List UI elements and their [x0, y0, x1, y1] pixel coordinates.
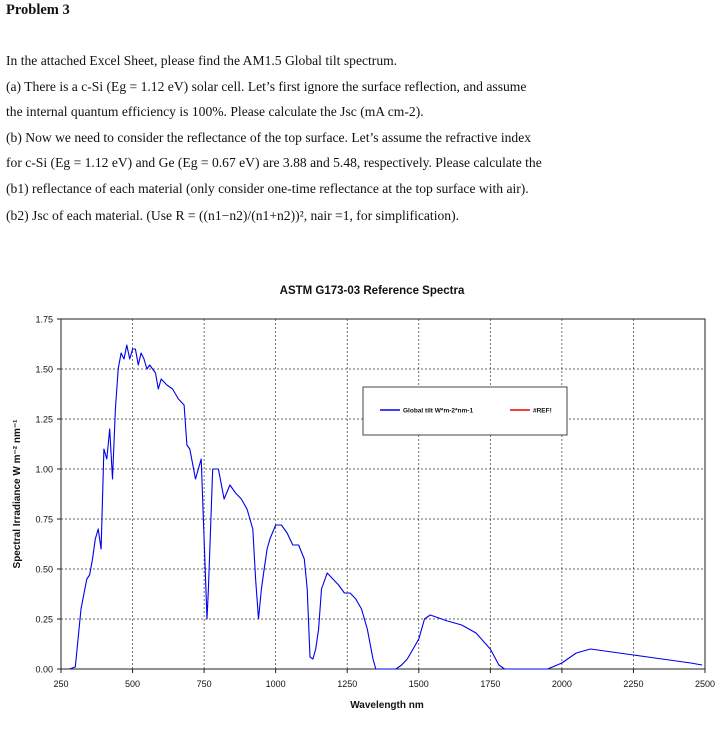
y-tick-label: 1.75 — [35, 314, 53, 325]
chart-legend — [363, 387, 567, 435]
x-tick-label: 2500 — [694, 679, 716, 689]
legend-label: #REF! — [533, 407, 552, 415]
x-tick-label: 1500 — [408, 679, 429, 689]
y-tick-label: 0.25 — [35, 614, 53, 625]
x-tick-label: 250 — [53, 679, 69, 689]
problem-line-2: (a) There is a c-Si (Eg = 1.12 eV) solar cell. Let’s first ignore the surface reflection, and assume — [6, 79, 527, 94]
spectrum-chart — [0, 262, 728, 732]
problem-line-4: (b) Now we need to consider the reflectance of the top surface. Let’s assume the refractive index — [6, 130, 532, 145]
y-tick-label: 1.25 — [35, 414, 53, 425]
y-tick-label: 0.50 — [35, 564, 53, 575]
y-tick-label: 0.00 — [35, 664, 53, 675]
x-tick-label: 2250 — [623, 679, 644, 689]
plot-area-frame — [61, 319, 705, 669]
problem-title: Problem 3 — [6, 2, 70, 18]
problem-line-5: for c-Si (Eg = 1.12 eV) and Ge (Eg = 0.67 eV) are 3.88 and 5.48, respectively. Please calculate the — [6, 155, 542, 170]
y-tick-label: 1.00 — [35, 464, 53, 475]
y-tick-label: 1.50 — [35, 364, 53, 375]
x-tick-label: 2000 — [551, 679, 572, 689]
chart-title: ASTM G173-03 Reference Spectra — [279, 285, 465, 297]
legend-label: Global tilt W*m-2*nm-1 — [403, 407, 474, 415]
x-tick-label: 1250 — [337, 679, 358, 689]
x-axis-ticks — [53, 669, 715, 689]
y-axis-ticks — [35, 315, 61, 675]
x-tick-label: 1750 — [480, 679, 501, 689]
y-tick-label: 0.75 — [35, 514, 53, 525]
problem-line-7: (b2) Jsc of each material. (Use R = ((n1−n2)/(n1+n2))², nair =1, for simplification). — [6, 208, 459, 223]
problem-line-6: (b1) reflectance of each material (only consider one-time reflectance at the top surface with air). — [6, 181, 529, 196]
problem-line-3: the internal quantum efficiency is 100%. Please calculate the Jsc (mA cm-2). — [6, 104, 424, 119]
x-tick-label: 500 — [125, 679, 141, 689]
x-axis-label: Wavelength nm — [350, 700, 424, 711]
y-axis-label: Spectral Irradiance W m⁻² nm⁻¹ — [12, 419, 23, 569]
x-tick-label: 750 — [196, 679, 212, 689]
chart-grid — [61, 319, 705, 669]
problem-line-1: In the attached Excel Sheet, please find the AM1.5 Global tilt spectrum. — [6, 53, 398, 68]
x-tick-label: 1000 — [265, 679, 286, 689]
